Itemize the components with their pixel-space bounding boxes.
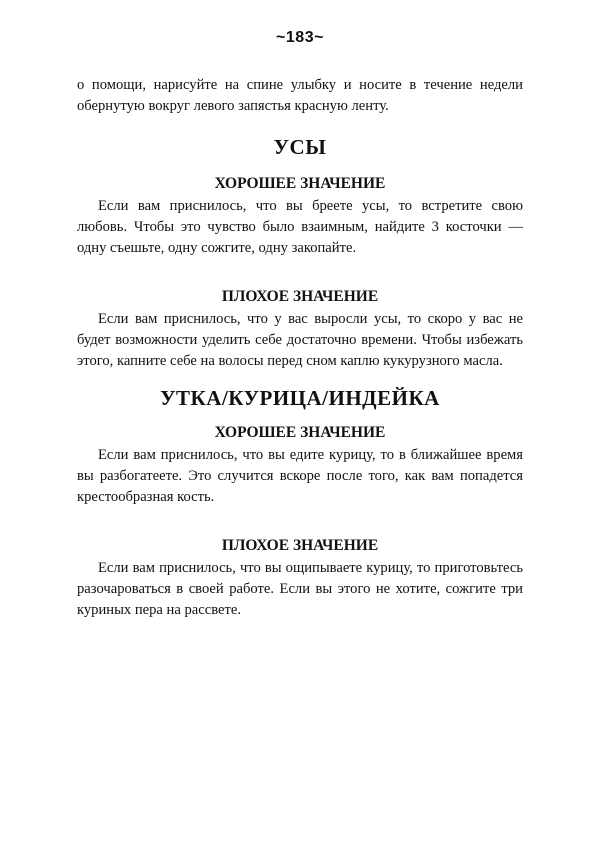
section-title-utka: УТКА/КУРИЦА/ИНДЕЙКА — [160, 386, 440, 410]
bad-meaning-heading: ПЛОХОЕ ЗНАЧЕНИЕ — [221, 537, 379, 554]
bad-meaning-paragraph: Если вам приснилось, что у вас выросли усы, то скоро у вас не будет возможности уделить себе достаточно времени. Чтобы избежать этого, капните себе на волосы перед сном каплю кукурузного масла. — [77, 311, 523, 369]
good-meaning-paragraph: Если вам приснилось, что вы бреете усы, то встретите свою любовь. Чтобы это чувство было взаимным, найдите 3 косточки — одну съешьте, одну сожгите, одну закопайте. — [77, 198, 523, 256]
bad-meaning-heading: ПЛОХОЕ ЗНАЧЕНИЕ — [221, 288, 379, 305]
page-content — [77, 75, 523, 621]
page-number: ~183~ — [276, 29, 324, 46]
intro-paragraph: о помощи, нарисуйте на спине улыбку и носите в течение недели обернутую вокруг левого запястья красную ленту. — [77, 77, 523, 114]
good-meaning-heading: ХОРОШЕЕ ЗНАЧЕНИЕ — [214, 424, 386, 441]
good-meaning-heading: ХОРОШЕЕ ЗНАЧЕНИЕ — [214, 175, 386, 192]
good-meaning-paragraph: Если вам приснилось, что вы едите курицу, то в ближайшее время вы разбогатеете. Это случится вскоре после того, как вам попадется крестообразная кость. — [77, 447, 523, 505]
bad-meaning-paragraph: Если вам приснилось, что вы ощипываете курицу, то приготовьтесь разочароваться в своей работе. Если вы этого не хотите, сожгите три куриных пера на рассвете. — [77, 560, 523, 618]
section-title-usy: УСЫ — [273, 135, 327, 159]
